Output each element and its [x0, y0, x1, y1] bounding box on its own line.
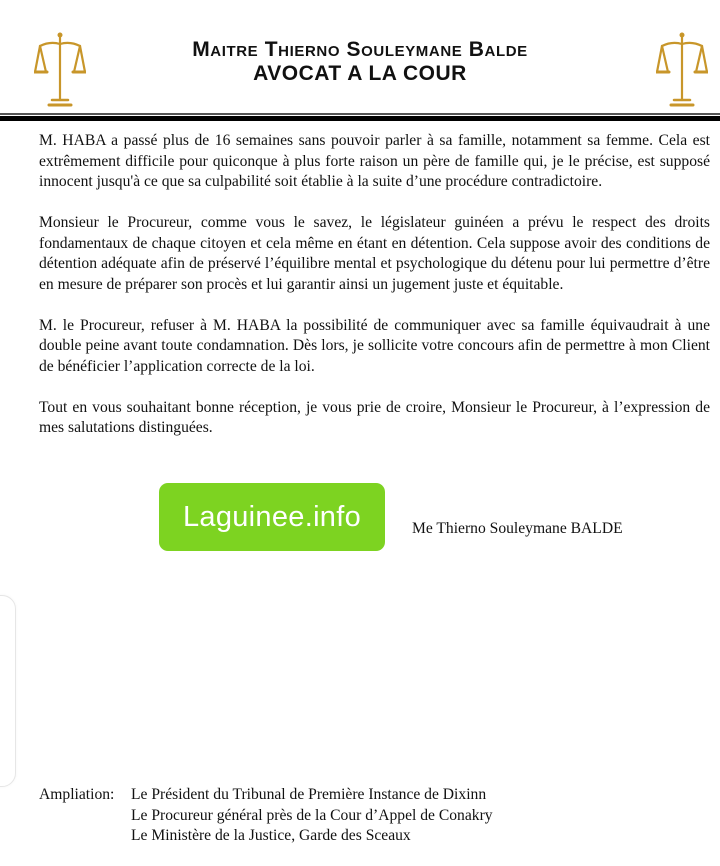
ampliation-row: [39, 806, 493, 827]
paragraph: Monsieur le Procureur, comme vous le savez, le législateur guinéen a prévu le respect des droits fondamentaux de chaque citoyen et cela même en étant en détention. Cela suppose avoir des conditions de détention adéquate afin de préservé l’équilibre mental et psychologique du détenu pour lui permettre d’être en mesure de préparer son procès et lui garantir ainsi un jugement juste et équitable.: [39, 214, 710, 293]
ampliation-block: [39, 785, 493, 847]
lawyer-name-heading: Maitre Thierno Souleymane Balde: [192, 38, 528, 61]
ampliation-label: Ampliation:: [39, 786, 115, 803]
header-divider-thick: [0, 116, 720, 121]
paragraph: M. HABA a passé plus de 16 semaines sans pouvoir parler à sa famille, notamment sa femme. Cela est extrêmement difficile pour quiconque à plus forte raison un père de famille qui, je le précise, est supposé innocent jusqu'à ce que sa culpabilité soit établie à la suite d’une procédure contradictoire.: [39, 132, 710, 190]
paragraph: Tout en vous souhaitant bonne réception, je vous prie de croire, Monsieur le Procureur, à l’expression de mes salutations distinguées.: [39, 398, 710, 436]
letter-body: [39, 131, 710, 459]
ampliation-row: [39, 785, 493, 806]
lawyer-title-heading: AVOCAT A LA COUR: [253, 62, 467, 85]
header-divider-thin: [0, 113, 720, 115]
paragraph: M. le Procureur, refuser à M. HABA la possibilité de communiquer avec sa famille équivaudrait à une double peine avant toute condamnation. Dès lors, je sollicite votre concours afin de permettre à mon Client de bénéficier l’application correcte de la loi.: [39, 316, 710, 375]
watermark-badge: Laguinee.info: [159, 483, 385, 551]
letterhead: [0, 0, 720, 125]
ampliation-row: [39, 826, 493, 847]
ampliation-recipient: Le Président du Tribunal de Première Instance de Dixinn: [131, 786, 487, 803]
ampliation-recipient: Le Procureur général près de la Cour d’Appel de Conakry: [131, 806, 493, 824]
signature: Me Thierno Souleymane BALDE: [412, 520, 623, 537]
ampliation-recipient: Le Ministère de la Justice, Garde des Sceaux: [131, 827, 411, 844]
side-panel-edge: [0, 595, 16, 787]
